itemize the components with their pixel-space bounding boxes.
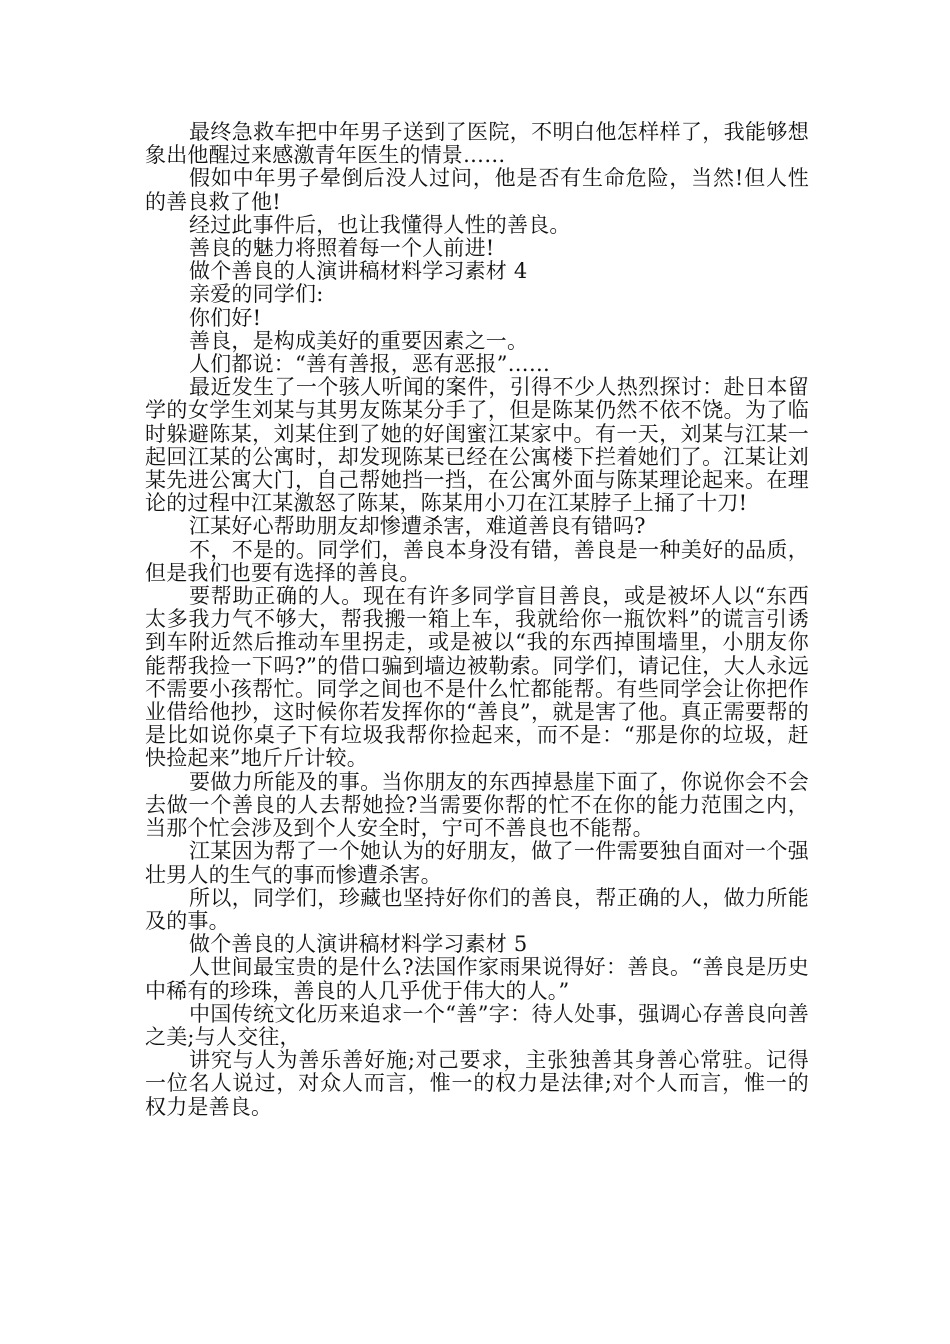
section-heading-5: 做个善良的人演讲稿材料学习素材 5: [189, 932, 528, 957]
paragraph-4: 善良的魅力将照着每一个人前进!: [189, 236, 495, 261]
paragraph-19: 中国传统文化历来追求一个“善”字：待人处事，强调心存善良向善之美;与人交往，: [145, 1001, 809, 1049]
paragraph-3: 经过此事件后，也让我懂得人性的善良。: [189, 212, 571, 237]
paragraph-12: 不，不是的。同学们，善良本身没有错，善良是一种美好的品质，但是我们也要有选择的善良。: [145, 537, 809, 585]
paragraph-15: 江某因为帮了一个她认为的好朋友，做了一件需要独自面对一个强壮男人的生气的事而惨遭杀害。: [145, 839, 809, 887]
salutation: 亲爱的同学们:: [189, 282, 324, 307]
paragraph-9: 人们都说：“善有善报，恶有恶报”……: [189, 352, 551, 377]
document-body: [145, 121, 809, 1119]
paragraph-13: 要帮助正确的人。现在有许多同学盲目善良，或是被坏人以“东西太多我力气不够大，帮我搬一箱上车，我就给你一瓶饮料”的谎言引诱到车附近然后推动车里拐走，或是被以“我的东西掉围墙里，小朋友你能帮我捡一下吗?”的借口骗到墙边被勒索。同学们，请记住，大人永远不需要小孩帮忙。同学之间也不是什么忙都能帮。有些同学会让你把作业借给他抄，这时候你若发挥你的“善良”，就是害了他。真正需要帮的是比如说你桌子下有垃圾我帮你捡起来，而不是：“那是你的垃圾，赶快捡起来”地斤斤计较。: [145, 584, 809, 771]
paragraph-2: 假如中年男子晕倒后没人过问，他是否有生命危险，当然!但人性的善良救了他!: [145, 166, 809, 214]
paragraph-11: 江某好心帮助朋友却惨遭杀害，难道善良有错吗?: [189, 514, 646, 539]
paragraph-20: 讲究与人为善乐善好施;对己要求，主张独善其身善心常驻。记得一位名人说过，对众人而言，惟一的权力是法律;对个人而言，惟一的权力是善良。: [145, 1048, 809, 1119]
section-heading-4: 做个善良的人演讲稿材料学习素材 4: [189, 259, 528, 284]
paragraph-16: 所以，同学们，珍藏也坚持好你们的善良，帮正确的人，做力所能及的事。: [145, 885, 809, 933]
paragraph-18: 人世间最宝贵的是什么?法国作家雨果说得好：善良。“善良是历史中稀有的珍珠，善良的人几乎优于伟大的人。”: [145, 955, 809, 1003]
greeting: 你们好!: [189, 305, 262, 330]
paragraph-1: 最终急救车把中年男子送到了医院，不明白他怎样样了，我能够想象出他醒过来感激青年医生的情景……: [145, 120, 809, 168]
paragraph-14: 要做力所能及的事。当你朋友的东西掉悬崖下面了，你说你会不会去做一个善良的人去帮她捡?当需要你帮的忙不在你的能力范围之内，当那个忙会涉及到个人安全时，宁可不善良也不能帮。: [145, 769, 809, 841]
paragraph-10: 最近发生了一个骇人听闻的案件，引得不少人热烈探讨：赴日本留学的女学生刘某与其男友陈某分手了，但是陈某仍然不依不饶。为了临时躲避陈某，刘某住到了她的好闺蜜江某家中。有一天，刘某与江某一起回江某的公寓时，却发现陈某已经在公寓楼下拦着她们了。江某让刘某先进公寓大门，自己帮她挡一挡，在公寓外面与陈某理论起来。在理论的过程中江某激怒了陈某，陈某用小刀在江某脖子上捅了十刀!: [145, 375, 809, 516]
paragraph-8: 善良，是构成美好的重要因素之一。: [189, 328, 529, 353]
